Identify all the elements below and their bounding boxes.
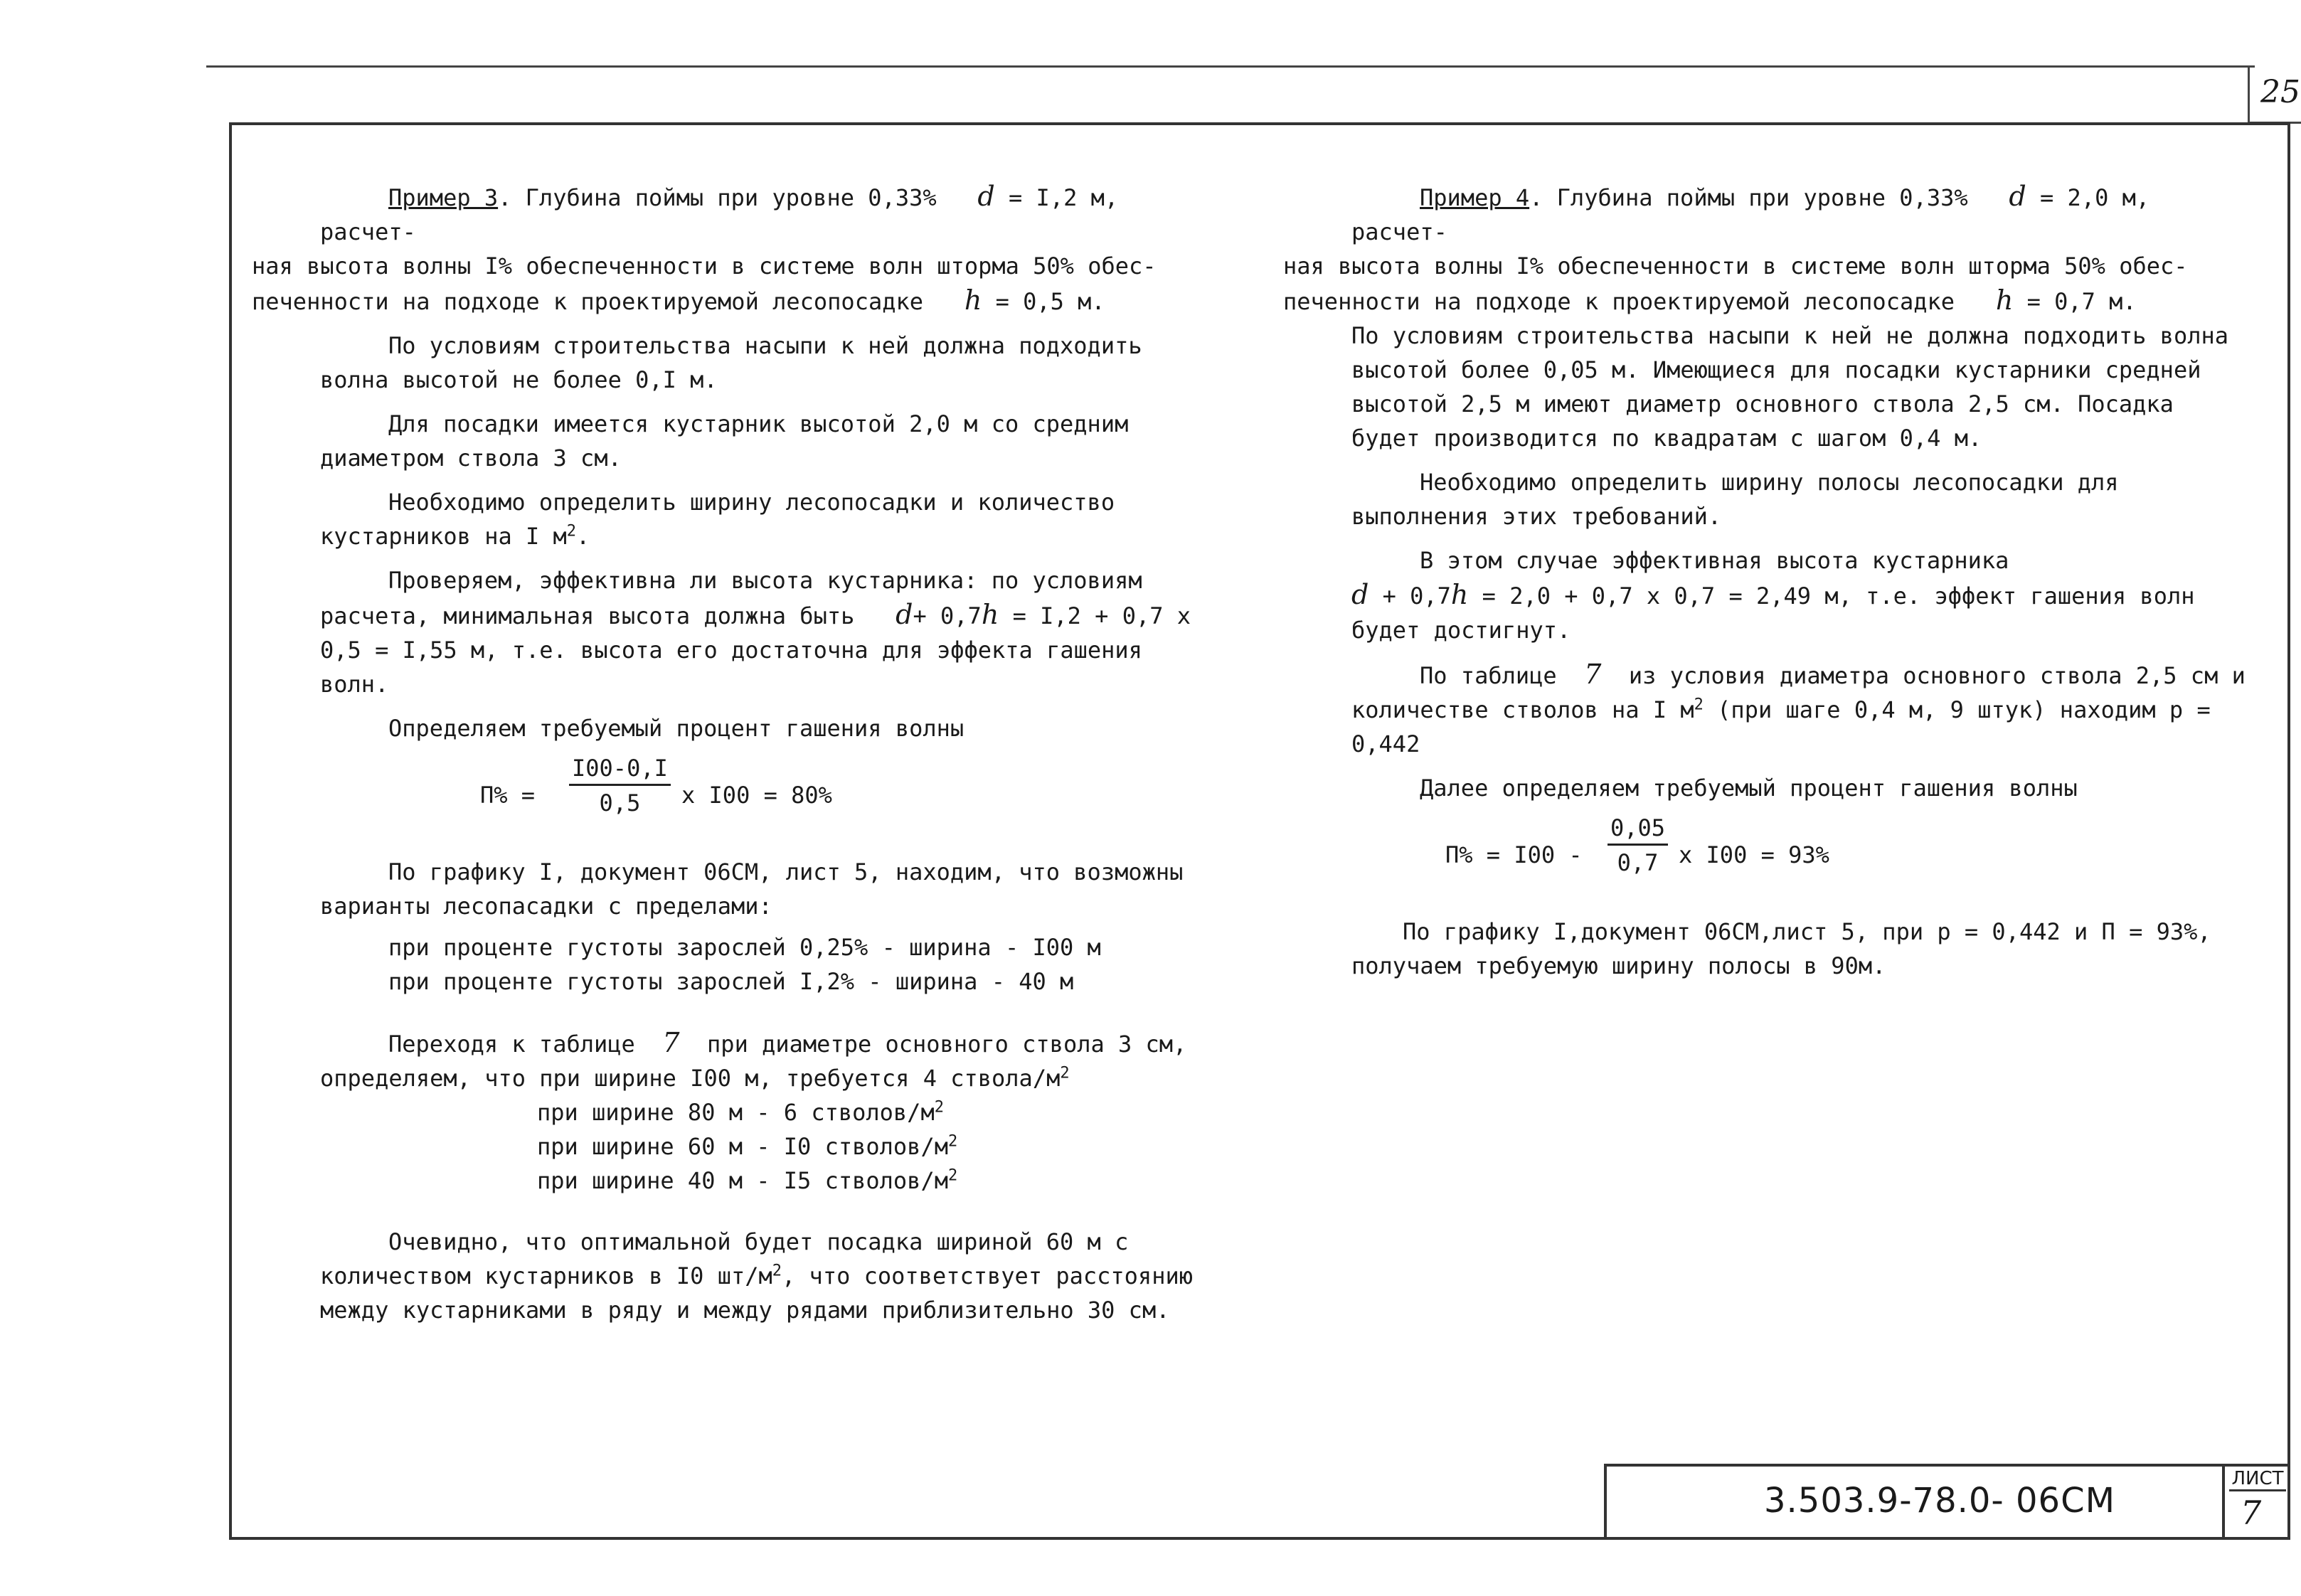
- document-code: 3.503.9-78.0- 06СМ: [1764, 1481, 2115, 1521]
- list-item: при ширине 60 м - I0 стволов/$м^2$: [537, 1132, 958, 1160]
- paragraph: Проверяем, эффективна ли высота кустарника: по условиям расчета, минимальная высота должна быть d+ 0,7h = I,2 + 0,7 x 0,5 = I,55 м, т.е. высота его достаточна для эффекта гашения волн.: [320, 567, 1191, 698]
- paragraph: По графику I,документ 06СМ,лист 5, при p = 0,442 и П = 93%, получаем требуемую ширину полосы в 90м.: [1351, 918, 2211, 979]
- paragraph: d + 0,7h = 2,0 + 0,7 x 0,7 = 2,49 м, т.е. эффект гашения волн будет достигнут.: [1351, 579, 2195, 644]
- formula-80: П% = $\frac{I00-0,I}{0,5}$ x I00 = 80%: [320, 752, 1216, 845]
- paragraph: Необходимо определить ширину лесопосадки и количество кустарников на I $м^2$.: [320, 489, 1115, 550]
- paragraph: Для посадки имеется кустарник высотой 2,0 м со средним диаметром ствола 3 см.: [320, 410, 1129, 472]
- fraction: $\frac{I00-0,I}{0,5}$: [569, 752, 671, 820]
- left-column: [252, 179, 1216, 1327]
- paragraph: По таблице 7 из условия диаметра основного ствола 2,5 см и количестве стволов на I $м^2$ (при шаге 0,4 м, 9 штук) находим p = 0,442: [1351, 659, 2246, 757]
- list-item: при проценте густоты зарослей I,2% - ширина - 40 м: [388, 968, 1074, 995]
- paragraph: В этом случае эффективная высота кустарника: [1420, 547, 2009, 574]
- paragraph: Переходя к таблице 7 при диаметре основного ствола 3 см, определяем, что при ширине I00 м, требуется 4 ствола/$м^2$: [320, 1027, 1187, 1092]
- fraction: $\frac{0,05}{0,7}$: [1607, 812, 1668, 880]
- list-item: при ширине 40 м - I5 стволов/$м^2$: [537, 1166, 958, 1194]
- paragraph: По графику I, документ 06СМ, лист 5, находим, что возможны варианты лесопасадки с пределами:: [320, 858, 1184, 920]
- example-4-intro: Пример 4. Глубина поймы при уровне 0,33% d = 2,0 м, расчет- ная высота волны I% обеспеченности в системе волн шторма 50% обес- печенности на подходе к проектируемой лесопосадке h = 0,7 м.: [1283, 181, 2188, 316]
- example-3-intro: Пример 3. Глубина поймы при уровне 0,33% d = I,2 м, расчет- ная высота волны I% обеспеченности в системе волн шторма 50% обес- печенности на подходе к проектируемой лесопосадке h = 0,5 м.: [252, 181, 1157, 316]
- list-item: при проценте густоты зарослей 0,25% - ширина - I00 м: [388, 934, 1101, 961]
- formula-93: П% = I00 - $\frac{0,05}{0,7}$ x I00 = 93%: [1351, 812, 2255, 905]
- title-block-divider: [2222, 1464, 2225, 1540]
- list-item: при ширине 80 м - 6 стволов/$м^2$: [537, 1098, 944, 1126]
- example-3-label: Пример 3: [388, 184, 499, 211]
- right-column: [1283, 179, 2255, 983]
- paragraph: Необходимо определить ширину полосы лесопосадки для выполнения этих требований.: [1351, 469, 2119, 530]
- paragraph: Далее определяем требуемый процент гашения волны: [1420, 775, 2078, 802]
- top-rule: [206, 65, 2255, 68]
- example-4-label: Пример 4: [1420, 184, 1530, 211]
- paragraph: Очевидно, что оптимальной будет посадка шириной 60 м с количеством кустарников в I0 $шт/м^2$, что соответствует расстоянию между кустарниками в ряду и между рядами приблизительно 30 см.: [320, 1228, 1193, 1324]
- page-number: 25: [2260, 74, 2300, 110]
- sheet-number: 7: [2241, 1494, 2262, 1532]
- paragraph: Определяем требуемый процент гашения волны: [388, 715, 964, 742]
- paragraph: По условиям строительства насыпи к ней не должна подходить волна высотой более 0,05 м. Имеющиеся для посадки кустарники средней высотой 2,5 м имеют диаметр основного ствола 2,5 см. Посадка будет производится по квадратам с шагом 0,4 м.: [1351, 322, 2228, 452]
- paragraph: По условиям строительства насыпи к ней должна подходить волна высотой не более 0,I м.: [320, 332, 1142, 393]
- sheet-label: ЛИСТ: [2229, 1468, 2286, 1491]
